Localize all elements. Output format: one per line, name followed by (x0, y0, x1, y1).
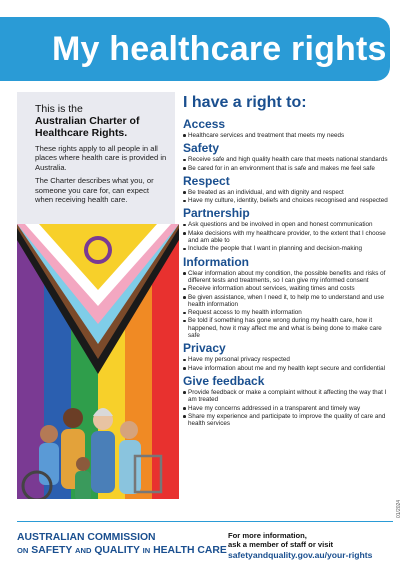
website-link[interactable]: safetyandquality.gov.au/your-rights (228, 550, 373, 560)
document-code: 01/2024 (396, 499, 402, 518)
list-item: Receive safe and high quality health care that meets national standards (183, 156, 393, 163)
category-safety (183, 142, 393, 172)
list-item: Make decisions with my healthcare provider, to the extent that I choose and am able to (183, 230, 393, 245)
category-information (183, 256, 393, 340)
footer-divider (17, 521, 393, 522)
list-item: Provide feedback or make a complaint without it affecting the way that I am treated (183, 389, 393, 404)
list-item: Be treated as an individual, and with dignity and respect (183, 189, 393, 196)
list-item: Have information about me and my health kept secure and confidential (183, 365, 393, 372)
category-title: Access (183, 117, 226, 131)
rights-column (183, 94, 393, 430)
list-item: Clear information about my condition, the possible benefits and risks of different tests and treatments, so I can give my informed consent (183, 270, 393, 285)
page-title: My healthcare rights (52, 30, 387, 68)
category-give-feedback (183, 375, 393, 427)
more-info-line-2: ask a member of staff or visit (228, 540, 334, 549)
list-item: Be told if something has gone wrong during my health care, how it happened, how it may affect me and what is being done to make care safe (183, 317, 393, 339)
list-item: Healthcare services and treatment that meets my needs (183, 132, 393, 139)
charter-name: Australian Charter of Healthcare Rights. (35, 115, 140, 139)
intro-paragraph-1: These rights apply to all people in all places where health care is provided in Australia. (35, 144, 167, 172)
category-title: Respect (183, 173, 230, 188)
commission-logo-text (17, 532, 227, 557)
list-item: Receive information about services, waiting times and costs (183, 285, 393, 292)
list-item: Request access to my health information (183, 309, 393, 316)
more-info-line-1: For more information, (228, 531, 307, 540)
category-title: Give feedback (183, 373, 265, 388)
org-line-1: AUSTRALIAN COMMISSION (17, 532, 156, 543)
list-item: Have my concerns addressed in a transparent and timely way (183, 405, 393, 412)
category-privacy (183, 342, 393, 372)
category-title: Safety (183, 141, 220, 156)
rights-heading: I have a right to: (183, 94, 307, 111)
more-info (228, 531, 372, 560)
list-item: Have my personal privacy respected (183, 356, 393, 363)
category-partnership (183, 207, 393, 252)
list-item: Be given assistance, when I need it, to help me to understand and use health information (183, 294, 393, 309)
category-title: Information (183, 254, 249, 269)
intro-line-1: This is the (35, 103, 83, 115)
list-item: Be cared for in an environment that is safe and makes me feel safe (183, 165, 393, 172)
intro-paragraph-2: The Charter describes what you, or someone you care for, can expect when receiving health care. (35, 176, 154, 205)
progress-pride-flag-illustration (17, 224, 179, 519)
category-title: Privacy (183, 341, 226, 356)
list-item: Include the people that I want in planning and decision-making (183, 245, 393, 252)
category-title: Partnership (183, 206, 250, 221)
org-line-2: ON SAFETY AND QUALITY IN HEALTH CARE (17, 544, 227, 556)
intro-box (17, 92, 175, 224)
list-item: Have my culture, identity, beliefs and choices recognised and respected (183, 197, 393, 204)
title-banner (0, 17, 390, 81)
list-item: Ask questions and be involved in open and honest communication (183, 221, 393, 228)
category-respect (183, 175, 393, 205)
list-item: Share my experience and participate to improve the quality of care and health services (183, 413, 393, 428)
category-access (183, 118, 393, 139)
